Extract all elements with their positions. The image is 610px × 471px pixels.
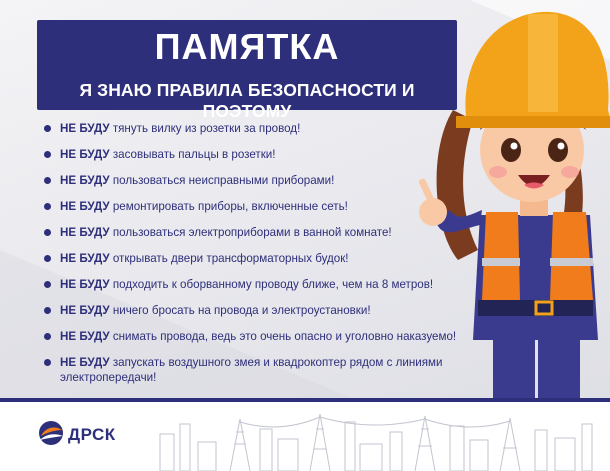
rule-text: тянуть вилку из розетки за провод!	[112, 122, 301, 135]
drsk-logo-icon	[36, 418, 66, 448]
rule-text: пользоваться неисправными приборами!	[112, 174, 335, 187]
rule-text: подходить к оборванному проводу ближе, чем на 8 метров!	[112, 278, 434, 291]
rule-text: ремонтировать приборы, включенные сеть!	[112, 200, 348, 213]
page-title: ПАМЯТКА	[154, 26, 340, 67]
rule-text: запускать воздушного змея и квадрокоптер рядом с линиями электропередачи!	[60, 356, 443, 384]
cityscape-illustration	[150, 404, 610, 471]
bullet-icon	[44, 229, 51, 236]
logo	[36, 418, 146, 448]
rule-negation: НЕ БУДУ	[60, 122, 110, 135]
bullet-icon	[44, 177, 51, 184]
rule-negation: НЕ БУДУ	[60, 174, 110, 187]
rule-negation: НЕ БУДУ	[60, 330, 110, 343]
bullet-icon	[44, 255, 51, 262]
rule-negation: НЕ БУДУ	[60, 356, 110, 369]
bullet-icon	[44, 333, 51, 340]
rule-text: засовывать пальцы в розетки!	[112, 148, 276, 161]
rule-negation: НЕ БУДУ	[60, 304, 110, 317]
header-banner	[37, 20, 457, 121]
logo-text: ДРСК	[68, 425, 116, 444]
rule-text: пользоваться электроприборами в ванной комнате!	[112, 226, 392, 239]
bullet-icon	[44, 151, 51, 158]
bullet-icon	[44, 125, 51, 132]
rule-text: открывать двери трансформаторных будок!	[112, 252, 349, 265]
rule-negation: НЕ БУДУ	[60, 200, 110, 213]
rule-text: снимать провода, ведь это очень опасно и уголовно наказуемо!	[112, 330, 457, 343]
bullet-icon	[44, 203, 51, 210]
bullet-icon	[44, 359, 51, 366]
rule-negation: НЕ БУДУ	[60, 252, 110, 265]
rule-negation: НЕ БУДУ	[60, 226, 110, 239]
page-subtitle: Я ЗНАЮ ПРАВИЛА БЕЗОПАСНОСТИ И ПОЭТОМУ	[79, 80, 415, 121]
rule-negation: НЕ БУДУ	[60, 148, 110, 161]
rule-negation: НЕ БУДУ	[60, 278, 110, 291]
rule-text: ничего бросать на провода и электроустановки!	[112, 304, 371, 317]
girl-worker-illustration	[398, 0, 610, 400]
bullet-icon	[44, 281, 51, 288]
bullet-icon	[44, 307, 51, 314]
